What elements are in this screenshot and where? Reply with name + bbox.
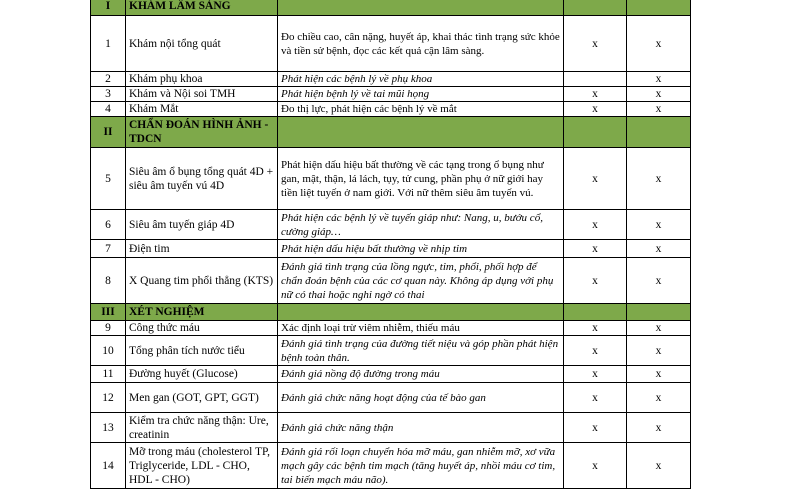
section-empty-cell: [627, 117, 691, 148]
exam-name: Mỡ trong máu (cholesterol TP, Triglyceride, LDL - CHO, HDL - CHO): [126, 443, 278, 489]
exam-name: Khám Mắt: [126, 102, 278, 117]
table-row: [91, 72, 691, 87]
section-header-row: [91, 0, 691, 16]
package-1-mark: x: [564, 321, 627, 336]
section-number: I: [91, 0, 126, 16]
row-number: 12: [91, 383, 126, 413]
package-2-mark: x: [627, 102, 691, 117]
package-1-mark: x: [564, 240, 627, 258]
section-empty-cell: [278, 0, 564, 16]
section-empty-cell: [564, 304, 627, 321]
exam-name: Khám phụ khoa: [126, 72, 278, 87]
section-empty-cell: [564, 117, 627, 148]
section-empty-cell: [627, 0, 691, 16]
exam-name: Siêu âm ổ bụng tổng quát 4D + siêu âm tuyến vú 4D: [126, 148, 278, 210]
exam-description: Đánh giá tình trạng của đường tiết niệu và góp phần phát hiện bệnh toàn thân.: [278, 336, 564, 366]
table-row: [91, 16, 691, 72]
row-number: 14: [91, 443, 126, 489]
package-1-mark: x: [564, 366, 627, 383]
table-row: [91, 148, 691, 210]
row-number: 8: [91, 258, 126, 304]
package-2-mark: x: [627, 383, 691, 413]
row-number: 13: [91, 413, 126, 443]
row-number: 5: [91, 148, 126, 210]
exam-name: Siêu âm tuyến giáp 4D: [126, 210, 278, 240]
package-1-mark: [564, 72, 627, 87]
row-number: 10: [91, 336, 126, 366]
table-row: [91, 366, 691, 383]
section-empty-cell: [627, 304, 691, 321]
exam-name: Khám và Nội soi TMH: [126, 87, 278, 102]
package-2-mark: x: [627, 443, 691, 489]
exam-description: Đánh giá nồng độ đường trong máu: [278, 366, 564, 383]
section-empty-cell: [278, 117, 564, 148]
package-2-mark: x: [627, 87, 691, 102]
table-row: [91, 383, 691, 413]
exam-description: Đo thị lực, phát hiện các bệnh lý về mắt: [278, 102, 564, 117]
row-number: 7: [91, 240, 126, 258]
exam-name: Khám nội tổng quát: [126, 16, 278, 72]
exam-name: Kiểm tra chức năng thận: Ure, creatinin: [126, 413, 278, 443]
exam-description: Phát hiện các bệnh lý về tuyến giáp như: Nang, u, bướu cổ, cường giáp…: [278, 210, 564, 240]
exam-description: Đánh giá rối loạn chuyển hóa mỡ máu, gan nhiễm mỡ, xơ vữa mạch gây các bệnh tim mạch (tăng huyết áp, nhồi máu cơ tim, tai biến mạch máu não).: [278, 443, 564, 489]
row-number: 4: [91, 102, 126, 117]
exam-name: Đường huyết (Glucose): [126, 366, 278, 383]
row-number: 1: [91, 16, 126, 72]
package-1-mark: x: [564, 336, 627, 366]
table-row: [91, 413, 691, 443]
table-row: [91, 87, 691, 102]
table-row: [91, 258, 691, 304]
package-2-mark: x: [627, 366, 691, 383]
package-1-mark: x: [564, 383, 627, 413]
table-row: [91, 336, 691, 366]
section-title: CHẨN ĐOÁN HÌNH ẢNH - TDCN: [126, 117, 278, 148]
package-2-mark: x: [627, 16, 691, 72]
exam-name: Điện tim: [126, 240, 278, 258]
package-2-mark: x: [627, 413, 691, 443]
exam-description: Phát hiện dấu hiệu bất thường về nhịp tim: [278, 240, 564, 258]
row-number: 6: [91, 210, 126, 240]
package-1-mark: x: [564, 210, 627, 240]
table-row: [91, 321, 691, 336]
table-row: [91, 443, 691, 489]
exam-description: Đánh giá tình trạng của lồng ngực, tim, phổi, phối hợp để chẩn đoán bệnh của các cơ quan này. Không áp dụng với phụ nữ có thai hoặc nghi ngờ có thai: [278, 258, 564, 304]
package-2-mark: x: [627, 148, 691, 210]
package-1-mark: x: [564, 258, 627, 304]
exam-description: Đánh giá chức năng thận: [278, 413, 564, 443]
package-2-mark: x: [627, 321, 691, 336]
package-2-mark: x: [627, 336, 691, 366]
health-package-table: [90, 0, 691, 489]
section-empty-cell: [278, 304, 564, 321]
exam-description: Đánh giá chức năng hoạt động của tế bào gan: [278, 383, 564, 413]
exam-description: Phát hiện bệnh lý về tai mũi họng: [278, 87, 564, 102]
exam-description: Phát hiện các bệnh lý về phụ khoa: [278, 72, 564, 87]
section-header-row: [91, 117, 691, 148]
exam-name: Tổng phân tích nước tiểu: [126, 336, 278, 366]
section-title: XÉT NGHIỆM: [126, 304, 278, 321]
section-empty-cell: [564, 0, 627, 16]
package-2-mark: x: [627, 72, 691, 87]
exam-description: Xác định loại trừ viêm nhiễm, thiếu máu: [278, 321, 564, 336]
row-number: 3: [91, 87, 126, 102]
row-number: 11: [91, 366, 126, 383]
package-2-mark: x: [627, 258, 691, 304]
package-2-mark: x: [627, 240, 691, 258]
section-title: KHÁM LÂM SÀNG: [126, 0, 278, 16]
section-number: III: [91, 304, 126, 321]
exam-description: Phát hiện dấu hiệu bất thường về các tạng trong ổ bụng như gan, mật, thận, lá lách, tụy, tử cung, phần phụ ở nữ giới hay tiền liệt tuyến ở nam giới. Với nữ thêm siêu âm tuyến vú.: [278, 148, 564, 210]
package-2-mark: x: [627, 210, 691, 240]
row-number: 9: [91, 321, 126, 336]
package-1-mark: x: [564, 413, 627, 443]
section-header-row: [91, 304, 691, 321]
section-number: II: [91, 117, 126, 148]
package-1-mark: x: [564, 87, 627, 102]
package-1-mark: x: [564, 443, 627, 489]
exam-name: Công thức máu: [126, 321, 278, 336]
package-1-mark: x: [564, 16, 627, 72]
table-row: [91, 102, 691, 117]
exam-name: X Quang tim phổi thẳng (KTS): [126, 258, 278, 304]
exam-description: Đo chiều cao, cân nặng, huyết áp, khai thác tình trạng sức khỏe và tiền sử bệnh, đọc các kết quả cận lâm sàng.: [278, 16, 564, 72]
table-body: [91, 0, 691, 489]
row-number: 2: [91, 72, 126, 87]
exam-name: Men gan (GOT, GPT, GGT): [126, 383, 278, 413]
package-1-mark: x: [564, 102, 627, 117]
table-row: [91, 210, 691, 240]
package-1-mark: x: [564, 148, 627, 210]
table-row: [91, 240, 691, 258]
